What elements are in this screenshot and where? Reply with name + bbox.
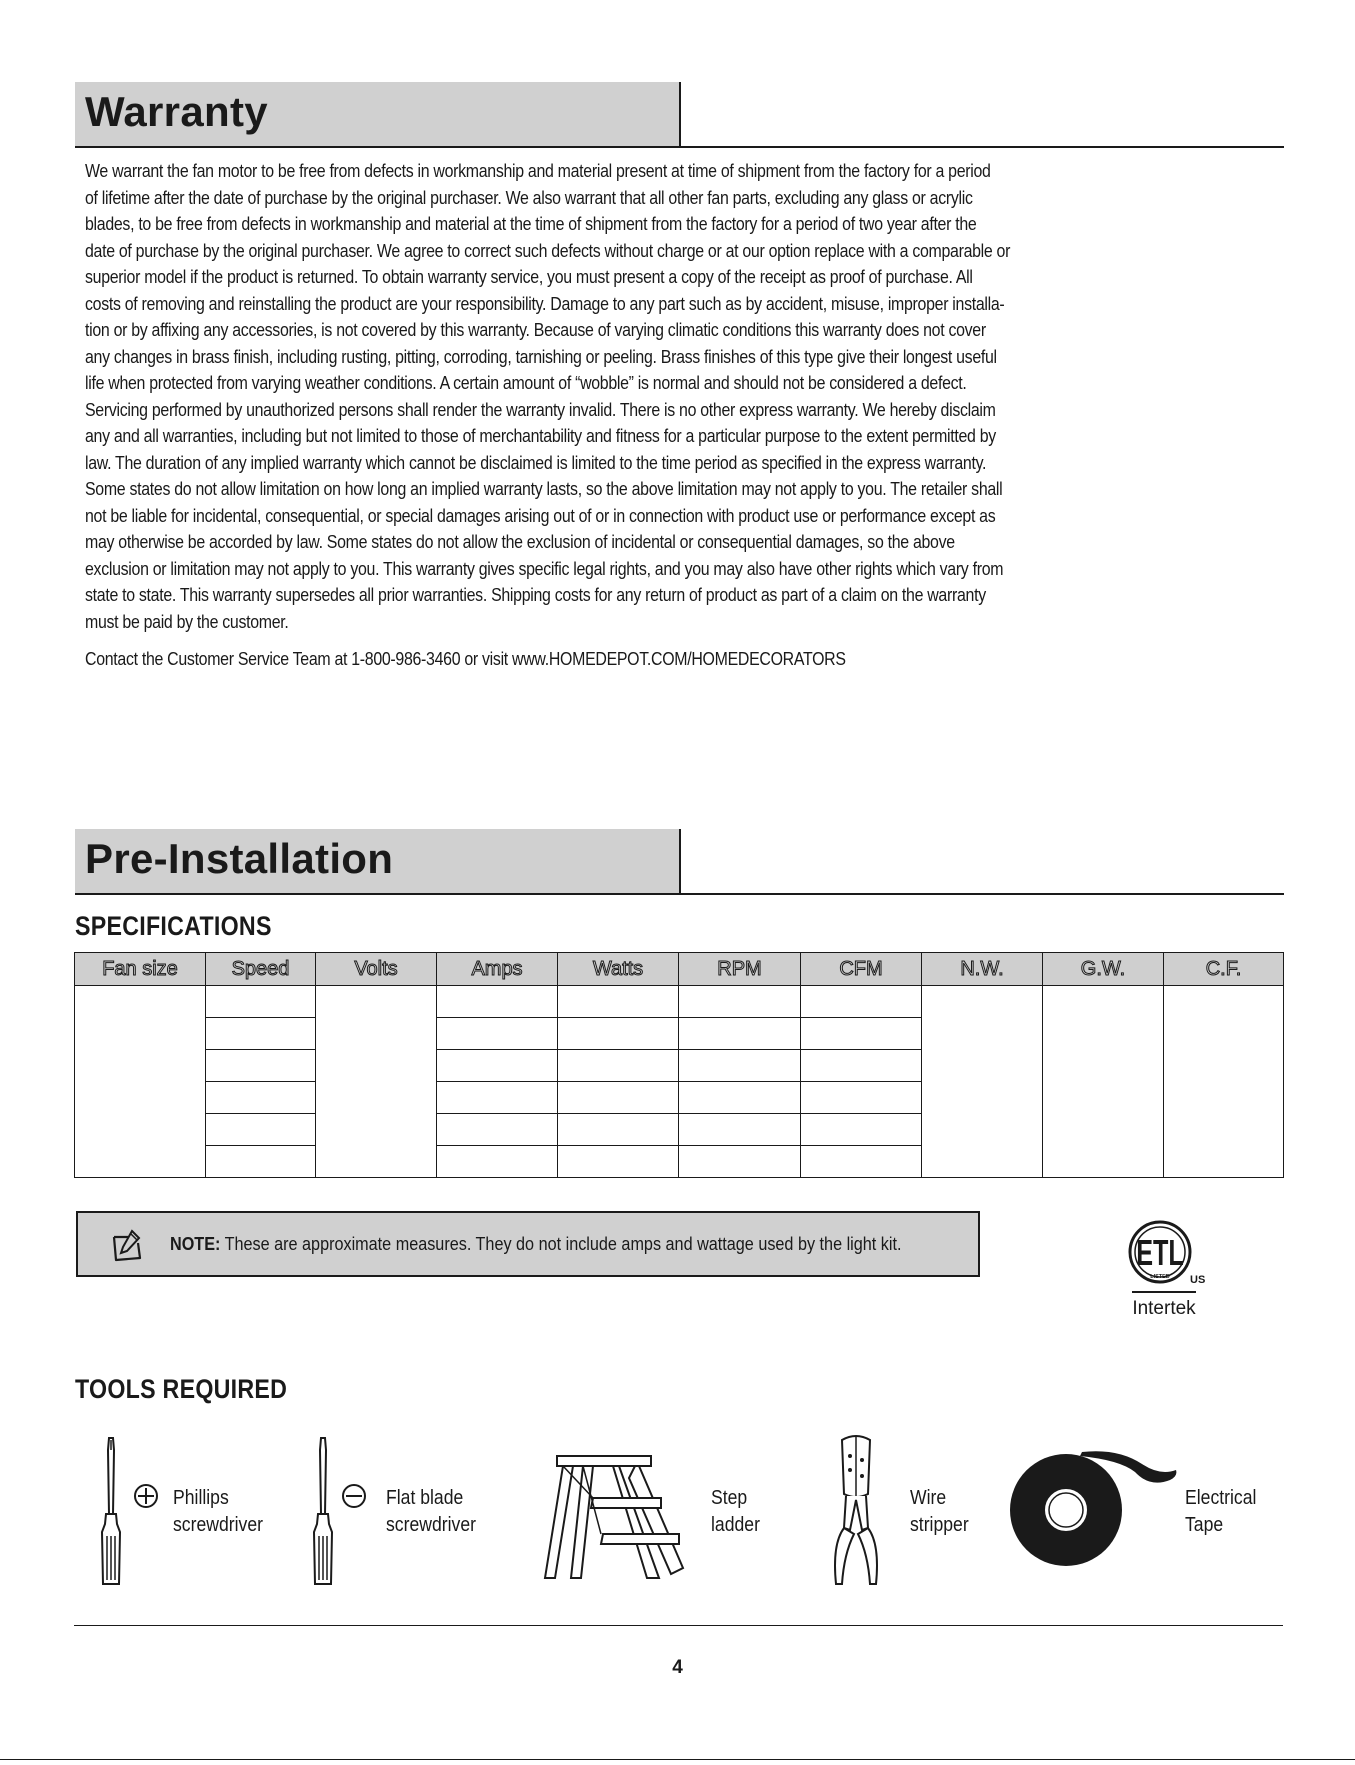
tool-label-line: Flat blade [386,1487,464,1509]
customer-service-contact: Contact the Customer Service Team at 1-800-986-3460 or visit www.HOMEDEPOT.COM/HOMEDECORATORS [85,648,846,669]
tool-label-line: Tape [1185,1514,1224,1536]
note-text [170,1234,902,1255]
warranty-line: not be liable for incidental, consequential, or special damages arising out of or in connection with product use or performance except as [85,504,996,526]
warranty-line: life when protected from varying weather conditions. A certain amount of “wobble” is normal and should not be considered a defect. [85,372,967,393]
warranty-line: may otherwise be accorded by law. Some states do not allow the exclusion of incidental or consequential damages, so the above [85,531,955,552]
phillips-screwdriver-icon [95,1436,175,1588]
column-header: Speed [206,953,316,986]
table-cell [206,1018,316,1050]
tool-label-line: screwdriver [173,1514,263,1536]
table-cell [437,986,558,1018]
preinstall-heading: Pre-Installation [85,835,394,882]
warranty-line: costs of removing and reinstalling the product are your responsibility. Damage to any part such as by accident, misuse, improper installa- [85,292,1005,314]
table-header-row [75,953,1284,986]
warranty-line: state to state. This warranty supersedes all prior warranties. Shipping costs for any return of product as part of a claim on the warranty [85,584,986,605]
table-cell [801,1114,922,1146]
table-cell [679,1146,801,1178]
column-header: RPM [679,953,801,986]
warranty-line: any and all warranties, including but not limited to those of merchantability and fitness for a particular purpose to the extent permitted by [85,425,996,446]
note-body: These are approximate measures. They do not include amps and wattage used by the light kit. [220,1234,902,1254]
warranty-heading-bar [75,82,681,146]
table-cell [206,986,316,1018]
warranty-text [85,158,1274,635]
table-cell [1164,986,1284,1178]
table-cell [558,1146,679,1178]
note-box [76,1211,980,1277]
table-cell [437,1082,558,1114]
warranty-line: date of purchase by the original purchaser. We agree to correct such defects without charge or at our option replace with a comparable or [85,239,1011,261]
warranty-line: exclusion or limitation may not apply to you. This warranty gives specific legal rights, and you may also have other rights which vary from [85,557,1004,579]
column-header: Volts [316,953,437,986]
table-cell [679,1050,801,1082]
table-cell [801,1050,922,1082]
etl-intertek-mark [1118,1220,1228,1335]
table-cell [801,1146,922,1178]
etl-letters: ETL [1136,1232,1184,1274]
bottom-edge-line [0,1759,1355,1760]
table-row [75,986,1284,1018]
tool-label-line: Phillips [173,1487,229,1509]
table-cell [206,1146,316,1178]
etl-listed-logo [1118,1220,1228,1335]
column-header: Amps [437,953,558,986]
table-cell [801,986,922,1018]
flat-blade-screwdriver-icon [307,1436,387,1588]
warranty-line: of lifetime after the date of purchase by the original purchaser. We also warrant that all other fan parts, excluding any glass or acrylic [85,186,973,208]
tool-label-wire-stripper [910,1485,969,1539]
page-number: 4 [672,1657,683,1678]
table-cell [679,1082,801,1114]
note-label: NOTE: [170,1234,221,1254]
tool-label-line: Wire [910,1487,947,1509]
table-cell [558,1082,679,1114]
wire-stripper-icon [828,1434,884,1590]
table-cell [558,986,679,1018]
warranty-line: Servicing performed by unauthorized persons shall render the warranty invalid. There is no other express warranty. We hereby disclaim [85,398,996,420]
tool-label-line: stripper [910,1514,969,1536]
table-cell [437,1146,558,1178]
tool-label-step-ladder [711,1485,760,1539]
specifications-heading: SPECIFICATIONS [75,911,272,941]
table-cell [437,1018,558,1050]
table-cell [679,1018,801,1050]
specifications-table [74,952,1284,1178]
intertek-text: Intertek [1132,1298,1196,1319]
warranty-line: tion or by affixing any accessories, is not covered by this warranty. Because of varying climatic conditions this warranty does not cover [85,319,986,340]
table-cell [437,1050,558,1082]
table-cell [206,1114,316,1146]
table-cell [75,986,206,1178]
table-cell [558,1114,679,1146]
table-cell [801,1082,922,1114]
electrical-tape-icon [1010,1448,1180,1570]
listed-text: LISTED [1150,1274,1170,1280]
warranty-line: law. The duration of any implied warranty which cannot be disclaimed is limited to the time period as specified in the express warranty. [85,451,987,473]
warranty-line: superior model if the product is returned. To obtain warranty service, you must present a copy of the receipt as proof of purchase. All [85,266,973,287]
table-cell [679,1114,801,1146]
step-ladder-icon [543,1438,693,1586]
preinstall-heading-bar [75,829,681,893]
table-cell [558,1050,679,1082]
table-cell [206,1082,316,1114]
warranty-line: must be paid by the customer. [85,610,289,632]
tool-label-line: Electrical [1185,1487,1257,1509]
column-header: N.W. [922,953,1043,986]
table-cell [679,986,801,1018]
warranty-line: We warrant the fan motor to be free from defects in workmanship and material present at time of shipment from the factory for a period [85,160,991,181]
table-cell [206,1050,316,1082]
table-cell [316,986,437,1178]
warranty-line: Some states do not allow limitation on how long an implied warranty lasts, so the above limitation may not apply to you. The retailer shall [85,478,1003,499]
tool-label-line: ladder [711,1514,760,1536]
tool-label-line: screwdriver [386,1514,476,1536]
table-cell [437,1114,558,1146]
column-header: Watts [558,953,679,986]
table-cell [558,1018,679,1050]
column-header: C.F. [1164,953,1284,986]
column-header: CFM [801,953,922,986]
tool-label-electrical-tape [1185,1485,1256,1539]
tool-label-phillips [173,1485,263,1539]
footer-divider [74,1625,1283,1626]
tools-heading: TOOLS REQUIRED [75,1374,288,1404]
preinstall-section-header [75,829,1284,895]
table-cell [922,986,1043,1178]
warranty-heading: Warranty [85,88,268,135]
note-pencil-icon [108,1227,148,1267]
tool-label-line: Step [711,1487,748,1509]
us-text: US [1190,1274,1206,1286]
column-header: G.W. [1043,953,1164,986]
table-cell [1043,986,1164,1178]
column-header: Fan size [75,953,206,986]
tool-label-flat-blade [386,1485,476,1539]
warranty-line: blades, to be free from defects in workmanship and material at the time of shipment from the factory for a period of two year after the [85,213,977,234]
table-cell [801,1018,922,1050]
warranty-section-header [75,82,1284,148]
warranty-line: any changes in brass finish, including rusting, pitting, corroding, tarnishing or peeling. Brass finishes of this type give their longest useful [85,345,997,367]
